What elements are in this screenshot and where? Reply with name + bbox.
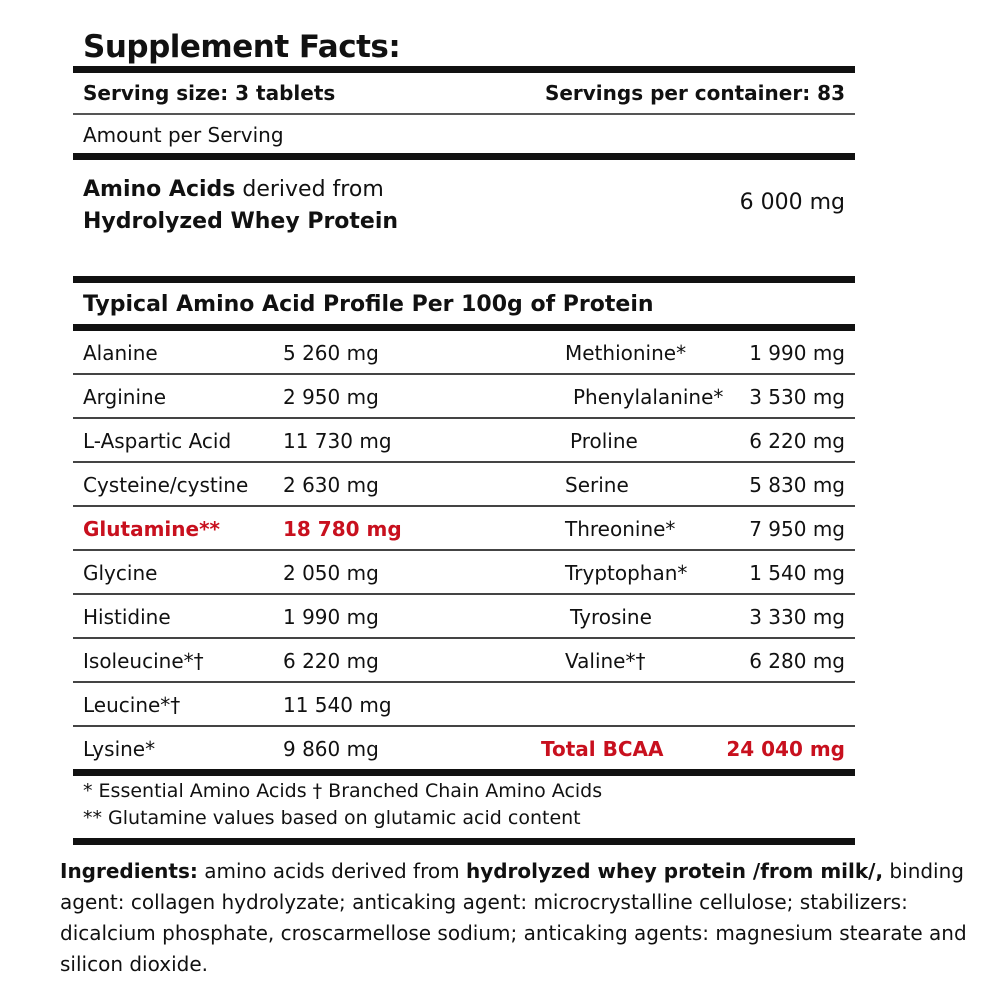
amino-acid-name: Threonine*	[565, 517, 676, 541]
table-row	[73, 419, 855, 461]
amino-acid-name: Alanine	[83, 341, 158, 365]
amino-acid-value: 24 040 mg	[726, 737, 845, 761]
amino-acid-value: 11 730 mg	[283, 429, 392, 453]
footnote-essential: * Essential Amino Acids † Branched Chain Amino Acids	[83, 780, 603, 802]
amino-acid-name: Lysine*	[83, 737, 156, 761]
amino-acid-name: Arginine	[83, 385, 167, 409]
divider	[73, 153, 855, 160]
amino-acid-value: 1 990 mg	[283, 605, 379, 629]
amino-acid-value: 6 220 mg	[749, 429, 845, 453]
table-row	[73, 507, 855, 549]
table-row	[73, 595, 855, 637]
profile-title: Typical Amino Acid Profile Per 100g of Protein	[83, 292, 654, 317]
ingredients-text: Ingredients: amino acids derived from hydrolyzed whey protein /from milk/, binding agent: collagen hydrolyzate; anticaking agent: microcrystalline cellulose; stabilizers: dicalcium phosphate, croscarmellose sodium; anticaking agents: magnesium stearate and silicon dioxide.	[60, 859, 967, 976]
table-row	[73, 375, 855, 417]
amino-acid-name: Serine	[565, 473, 629, 497]
amino-acid-name: Glutamine**	[83, 517, 220, 541]
amino-acid-value: 3 530 mg	[749, 385, 845, 409]
amino-acids-value: 6 000 mg	[739, 190, 845, 215]
amino-acid-name: Total BCAA	[541, 737, 664, 761]
amino-acid-name: Glycine	[83, 561, 158, 585]
supplement-facts-panel	[73, 0, 855, 845]
serving-size: Serving size: 3 tablets	[83, 81, 336, 105]
amino-acid-name: L-Aspartic Acid	[83, 429, 232, 453]
amino-acid-value: 9 860 mg	[283, 737, 379, 761]
amino-acid-value: 2 950 mg	[283, 385, 379, 409]
amino-acid-name: Phenylalanine*	[573, 385, 724, 409]
divider	[73, 838, 855, 845]
amino-acid-value: 5 260 mg	[283, 341, 379, 365]
table-row	[73, 683, 855, 725]
amino-acid-name: Methionine*	[565, 341, 687, 365]
amino-acid-table	[73, 331, 855, 769]
divider	[73, 276, 855, 283]
table-row	[73, 727, 855, 769]
footnote-glutamine: ** Glutamine values based on glutamic acid content	[83, 807, 581, 829]
serving-row	[73, 73, 855, 113]
amino-acid-name: Leucine*†	[83, 693, 181, 717]
table-row	[73, 551, 855, 593]
divider	[73, 66, 855, 73]
amino-acid-value: 5 830 mg	[749, 473, 845, 497]
amino-acid-value: 3 330 mg	[749, 605, 845, 629]
table-row	[73, 463, 855, 505]
amino-acid-name: Proline	[570, 429, 638, 453]
amino-acids-description: Amino Acids derived from Hydrolyzed Whey Protein	[83, 177, 399, 234]
amino-acid-name: Cysteine/cystine	[83, 473, 249, 497]
amino-acid-value: 7 950 mg	[749, 517, 845, 541]
amino-acid-value: 6 280 mg	[749, 649, 845, 673]
divider	[73, 324, 855, 331]
servings-per-container: Servings per container: 83	[544, 81, 845, 105]
footnotes	[73, 776, 855, 838]
amino-acid-value: 1 540 mg	[749, 561, 845, 585]
amino-acid-name: Isoleucine*†	[83, 649, 204, 673]
table-row	[73, 331, 855, 373]
amino-acids-row	[73, 160, 855, 276]
amino-acid-name: Valine*†	[565, 649, 646, 673]
amount-per-serving: Amount per Serving	[83, 123, 284, 147]
table-row	[73, 639, 855, 681]
amino-acid-value: 6 220 mg	[283, 649, 379, 673]
panel-title: Supplement Facts:	[83, 29, 401, 65]
amino-acid-name: Tyrosine	[570, 605, 652, 629]
amino-acid-name: Tryptophan*	[565, 561, 688, 585]
amino-acid-value: 1 990 mg	[749, 341, 845, 365]
amino-acid-value: 11 540 mg	[283, 693, 392, 717]
amino-acid-value: 2 630 mg	[283, 473, 379, 497]
amino-acid-value: 18 780 mg	[283, 517, 402, 541]
amino-acid-name: Histidine	[83, 605, 171, 629]
amino-acid-value: 2 050 mg	[283, 561, 379, 585]
